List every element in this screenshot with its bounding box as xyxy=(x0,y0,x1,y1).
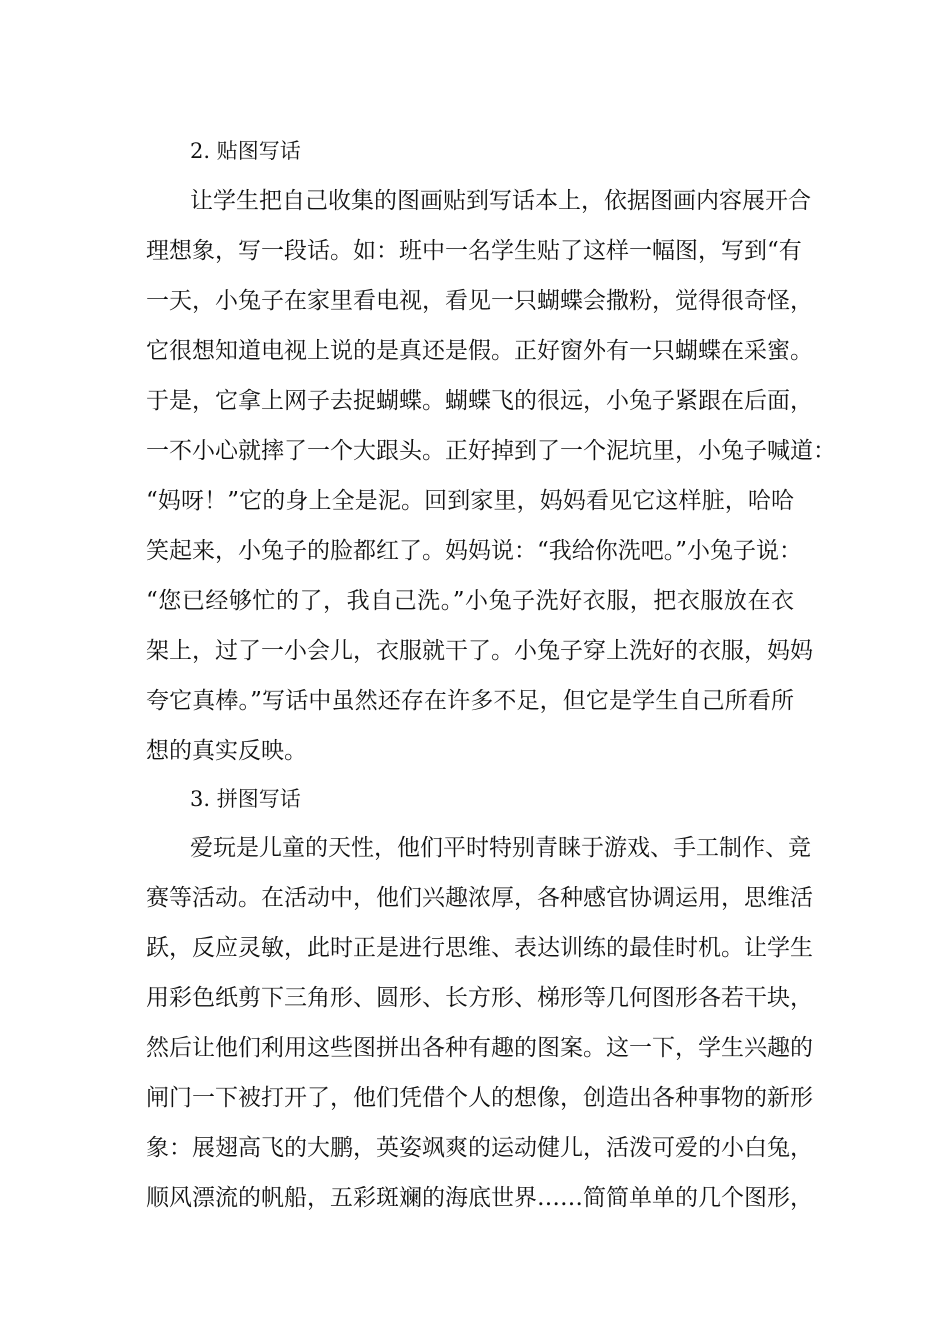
paragraph-line-text: 想的真实反映。 xyxy=(146,738,307,764)
paragraph-line xyxy=(0,1078,950,1118)
paragraph-line-text: 让学生把自己收集的图画贴到写话本上，依据图画内容展开合 xyxy=(190,188,811,214)
paragraph-line-text: 于是，它拿上网子去捉蝴蝶。蝴蝶飞的很远，小兔子紧跟在后面， xyxy=(146,388,813,414)
paragraph-line-text: 闸门一下被打开了，他们凭借个人的想像，创造出各种事物的新形 xyxy=(146,1085,813,1111)
paragraph-line-text: 一天，小兔子在家里看电视，看见一只蝴蝶会撒粉，觉得很奇怪， xyxy=(146,288,813,314)
paragraph-line-text: 象：展翅高飞的大鹏，英姿飒爽的运动健儿，活泼可爱的小白兔， xyxy=(146,1135,813,1161)
paragraph-line xyxy=(0,1128,950,1168)
paragraph-line-text: 笑起来，小兔子的脸都红了。妈妈说：“我给你洗吧。”小兔子说： xyxy=(146,538,803,564)
paragraph-line xyxy=(0,481,950,521)
paragraph-line xyxy=(0,978,950,1018)
paragraph-line-text: “妈呀！”它的身上全是泥。回到家里，妈妈看见它这样脏，哈哈 xyxy=(146,488,794,514)
paragraph-line xyxy=(0,828,950,868)
paragraph-line-text: 理想象，写一段话。如：班中一名学生贴了这样一幅图，写到“有 xyxy=(146,238,802,264)
paragraph-line xyxy=(0,731,950,771)
paragraph-line-text: 架上，过了一小会儿，衣服就干了。小兔子穿上洗好的衣服，妈妈 xyxy=(146,638,813,664)
paragraph-line-text: 然后让他们利用这些图拼出各种有趣的图案。这一下，学生兴趣的 xyxy=(146,1035,813,1061)
paragraph-line xyxy=(0,381,950,421)
paragraph-line xyxy=(0,431,950,471)
paragraph-line xyxy=(0,531,950,571)
paragraph-line xyxy=(0,631,950,671)
paragraph-line xyxy=(0,1028,950,1068)
paragraph-line xyxy=(0,928,950,968)
section-heading-text: 2. 贴图写话 xyxy=(190,139,301,163)
paragraph-line-text: “您已经够忙的了，我自己洗。”小兔子洗好衣服，把衣服放在衣 xyxy=(146,588,794,614)
paragraph-line xyxy=(0,681,950,721)
paragraph-line-text: 夸它真棒。”写话中虽然还存在许多不足，但它是学生自己所看所 xyxy=(146,688,794,714)
paragraph-line-text: 一不小心就摔了一个大跟头。正好掉到了一个泥坑里，小兔子喊道： xyxy=(146,438,836,464)
paragraph-line-text: 用彩色纸剪下三角形、圆形、长方形、梯形等几何图形各若干块， xyxy=(146,985,813,1011)
paragraph-line xyxy=(0,581,950,621)
paragraph-line xyxy=(0,1178,950,1218)
paragraph-line xyxy=(0,281,950,321)
paragraph-line-text: 跃，反应灵敏，此时正是进行思维、表达训练的最佳时机。让学生 xyxy=(146,935,813,961)
section-heading xyxy=(0,779,950,819)
section-heading-text: 3. 拼图写话 xyxy=(190,787,301,811)
paragraph-line-text: 它很想知道电视上说的是真还是假。正好窗外有一只蝴蝶在采蜜。 xyxy=(146,338,813,364)
paragraph-line-text: 顺风漂流的帆船，五彩斑斓的海底世界……简简单单的几个图形， xyxy=(146,1185,813,1211)
section-heading xyxy=(0,131,950,171)
paragraph-line xyxy=(0,331,950,371)
paragraph-line xyxy=(0,181,950,221)
paragraph-line-text: 赛等活动。在活动中，他们兴趣浓厚，各种感官协调运用，思维活 xyxy=(146,885,813,911)
paragraph-line xyxy=(0,878,950,918)
paragraph-line-text: 爱玩是儿童的天性，他们平时特别青睐于游戏、手工制作、竞 xyxy=(190,835,811,861)
paragraph-line xyxy=(0,231,950,271)
